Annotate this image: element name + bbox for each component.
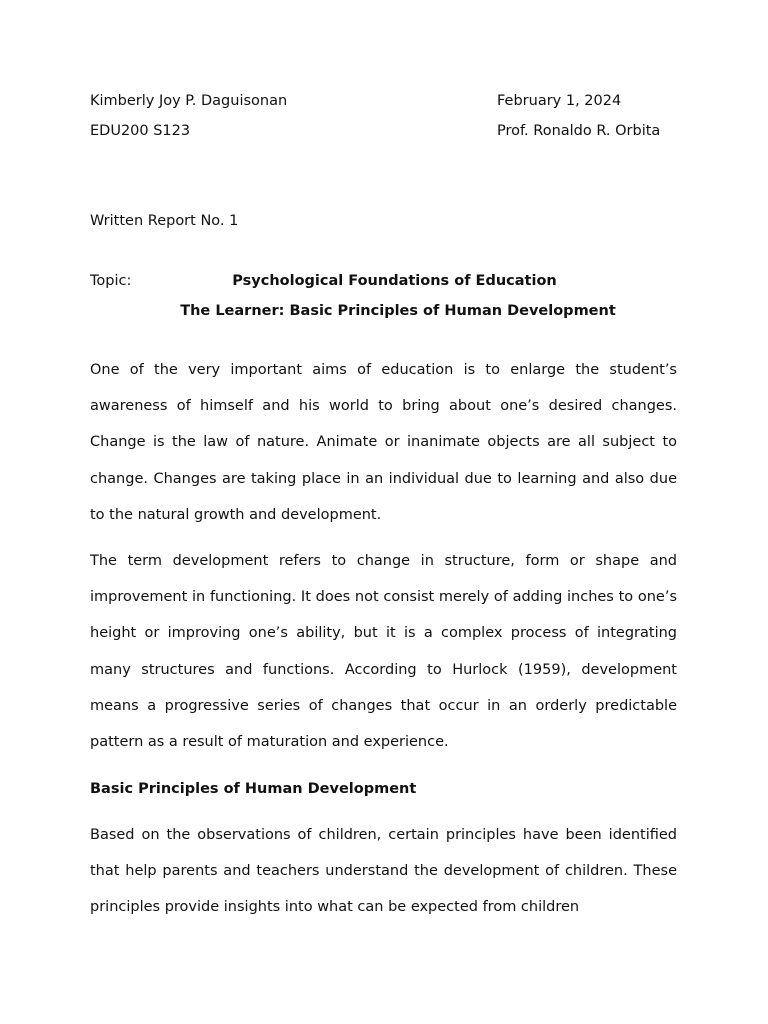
report-date: February 1, 2024 [497,93,622,109]
paragraph-intro: One of the very important aims of education is to enlarge the student’s awareness of himself and his world to bring about one’s desired changes. Change is the law of nature. Animate or inanimate objects are all subject to change. Changes are taking place in an individual due to learning and also due to the natural growth and development. [90,362,677,523]
topic-label: Topic: [90,273,132,289]
report-number: Written Report No. 1 [90,213,239,229]
professor-name: Prof. Ronaldo R. Orbita [497,123,661,139]
topic-subtitle: The Learner: Basic Principles of Human Development [180,303,616,319]
section-heading: Basic Principles of Human Development [90,781,417,797]
paragraph-development-definition: The term development refers to change in structure, form or shape and improvement in functioning. It does not consist merely of adding inches to one’s height or improving one’s ability, but it is a complex process of integrating many structures and functions. According to Hurlock (1959), development means a progressive series of changes that occur in an orderly predictable pattern as a result of maturation and experience. [90,553,677,751]
course-code: EDU200 S123 [90,123,191,139]
topic-title: Psychological Foundations of Education [232,273,557,289]
student-name: Kimberly Joy P. Daguisonan [90,93,288,109]
paragraph-principles: Based on the observations of children, certain principles have been identified that help parents and teachers understand the development of children. These principles provide insights into what can be expected from children [90,827,677,916]
